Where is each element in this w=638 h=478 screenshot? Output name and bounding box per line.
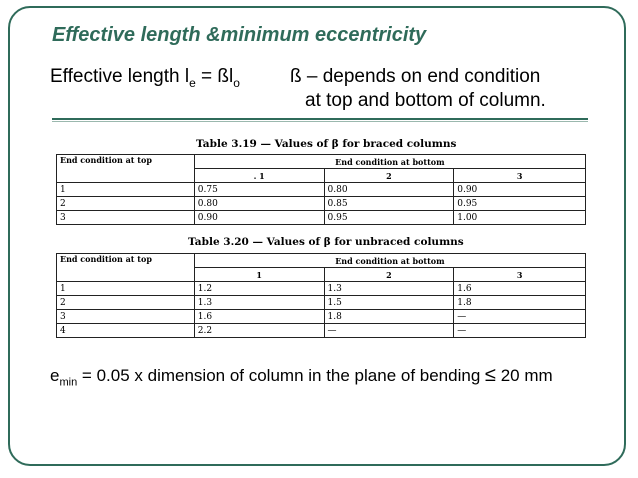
unbraced-col-2: 2 (324, 268, 454, 282)
braced-top-header: End condition at top (57, 155, 195, 183)
cell: 2.2 (194, 324, 324, 338)
slide-title: Effective length &minimum eccentricity (52, 24, 427, 46)
cell: 1.00 (454, 211, 586, 225)
braced-col-3: 3 (454, 169, 586, 183)
cell: 1.8 (324, 310, 454, 324)
cell: 0.75 (194, 183, 324, 197)
emin-sub: min (59, 376, 78, 389)
emin-e: e (50, 366, 60, 385)
emin-limit: 20 mm (496, 366, 553, 385)
table-row (57, 296, 586, 310)
table-row (57, 310, 586, 324)
cell: 1.6 (454, 282, 586, 296)
braced-col-2: 2 (324, 169, 454, 183)
table-braced-caption: Table 3.19 — Values of β for braced columns (196, 138, 457, 150)
table-row (57, 282, 586, 296)
cell: 1.2 (194, 282, 324, 296)
braced-col-1: . 1 (194, 169, 324, 183)
cell: 0.90 (454, 183, 586, 197)
cell: 1.3 (194, 296, 324, 310)
min-eccentricity-formula (50, 364, 553, 388)
cell: 0.95 (324, 211, 454, 225)
formula-sub-o: o (233, 75, 240, 90)
cell: 1 (57, 183, 195, 197)
cell: 1.8 (454, 296, 586, 310)
braced-bottom-header: End condition at bottom (194, 155, 585, 169)
cell: — (324, 324, 454, 338)
cell: 3 (57, 211, 195, 225)
cell: 4 (57, 324, 195, 338)
cell: 1.6 (194, 310, 324, 324)
cell: 0.95 (454, 197, 586, 211)
table-unbraced-caption: Table 3.20 — Values of β for unbraced columns (188, 236, 464, 248)
formula-mid: = ßl (195, 66, 234, 87)
divider (52, 118, 588, 120)
cell: 0.90 (194, 211, 324, 225)
cell: 0.80 (324, 183, 454, 197)
table-row (57, 211, 586, 225)
formula-prefix: Effective length l (50, 66, 190, 87)
beta-description-1: ß – depends on end condition (290, 66, 541, 87)
divider-shadow (52, 121, 588, 122)
unbraced-col-3: 3 (454, 268, 586, 282)
unbraced-top-header: End condition at top (57, 254, 195, 282)
effective-length-formula (50, 66, 240, 90)
emin-symbol: ≤ (485, 364, 496, 386)
emin-text: = 0.05 x dimension of column in the plane of bending (77, 366, 486, 385)
table-braced (56, 154, 586, 225)
table-row (57, 324, 586, 338)
unbraced-bottom-header: End condition at bottom (194, 254, 585, 268)
cell: 1.5 (324, 296, 454, 310)
unbraced-col-1: 1 (194, 268, 324, 282)
table-row (57, 183, 586, 197)
table-unbraced (56, 253, 586, 338)
cell: 0.85 (324, 197, 454, 211)
cell: 1 (57, 282, 195, 296)
cell: — (454, 310, 586, 324)
cell: 2 (57, 296, 195, 310)
cell: 1.3 (324, 282, 454, 296)
cell: 3 (57, 310, 195, 324)
beta-description-2: at top and bottom of column. (305, 90, 546, 111)
formula-sub-e: e (189, 75, 196, 90)
table-row (57, 197, 586, 211)
cell: 0.80 (194, 197, 324, 211)
cell: — (454, 324, 586, 338)
cell: 2 (57, 197, 195, 211)
